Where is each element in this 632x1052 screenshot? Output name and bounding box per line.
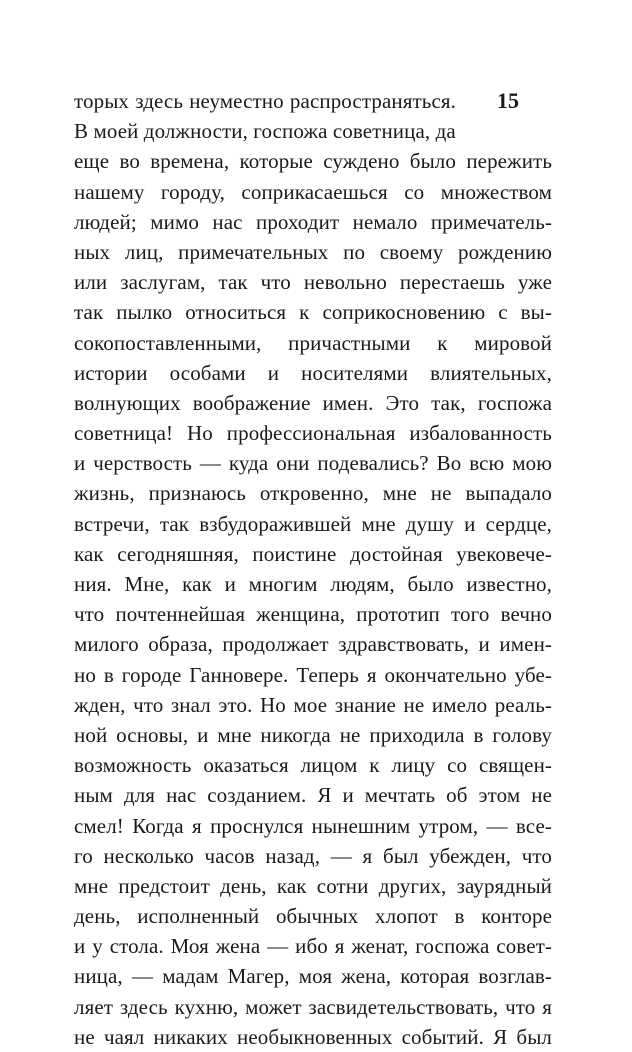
text-line: встречи, так взбудоражившей мне душу и сердце, bbox=[74, 511, 552, 536]
text-line: советница! Но профессиональная избалованность bbox=[74, 421, 552, 446]
text-line: В моей должности, госпожа советница, да bbox=[74, 119, 456, 144]
page-text bbox=[74, 86, 552, 1052]
text-line: мне предстоит день, как сотни других, заурядный bbox=[74, 873, 552, 898]
text-line: жизнь, признаюсь откровенно, мне не выпадало bbox=[74, 481, 552, 506]
text-line: но в городе Ганновере. Теперь я окончательно убе- bbox=[74, 662, 552, 687]
text-line: что почтеннейшая женщина, прототип того вечно bbox=[74, 602, 552, 627]
text-line: нашему городу, соприкасаешься со множеством bbox=[74, 179, 552, 204]
text-line: и у стола. Моя жена — ибо я женат, госпожа совет- bbox=[74, 934, 552, 959]
text-line: жден, что знал это. Но мое знание не имело реаль- bbox=[74, 692, 552, 717]
text-line: истории особами и носителями влиятельных, bbox=[74, 360, 552, 385]
text-line: людей; мимо нас проходит немало примечатель- bbox=[74, 209, 552, 234]
text-line: сокопоставленными, причастными к мировой bbox=[74, 330, 552, 355]
text-line: еще во времена, которые суждено было пережить bbox=[74, 149, 552, 174]
text-line: или заслугам, так что невольно перестаешь уже bbox=[74, 270, 552, 295]
text-line: го несколько часов назад, — я был убежден, что bbox=[74, 843, 552, 868]
text-line: ния. Мне, как и многим людям, было известно, bbox=[74, 572, 552, 596]
text-line: ница, — мадам Магер, моя жена, которая возглав- bbox=[74, 964, 552, 989]
text-line: и черствость — куда они подевались? Во всю мою bbox=[74, 451, 552, 476]
text-line: волнующих воображение имен. Это так, госпожа bbox=[74, 390, 552, 415]
text-line: торых здесь неуместно распространяться. bbox=[74, 89, 456, 113]
text-line: ных лиц, примечательных по своему рождению bbox=[74, 239, 552, 264]
text-line: так пылко относиться к соприкосновению с вы- bbox=[74, 300, 552, 325]
text-line: смел! Когда я проснулся нынешним утром, — все- bbox=[74, 813, 552, 838]
text-line: как сегодняшняя, поистине достойная увековече- bbox=[74, 541, 552, 566]
text-line: ляет здесь кухню, может засвидетельствовать, что я bbox=[74, 994, 552, 1019]
text-line: милого образа, продолжает здравствовать, и имен- bbox=[74, 632, 552, 657]
text-line: ной основы, и мне никогда не приходила в голову bbox=[74, 722, 552, 747]
text-line: ным для нас созданием. Я и мечтать об этом не bbox=[74, 783, 552, 808]
page-number: 15 bbox=[497, 88, 519, 113]
text-line: возможность оказаться лицом к лицу со священ- bbox=[74, 753, 552, 778]
text-line: день, исполненный обычных хлопот в конторе bbox=[74, 904, 552, 929]
text-line: не чаял никаких необыкновенных событий. Я был bbox=[74, 1024, 552, 1049]
